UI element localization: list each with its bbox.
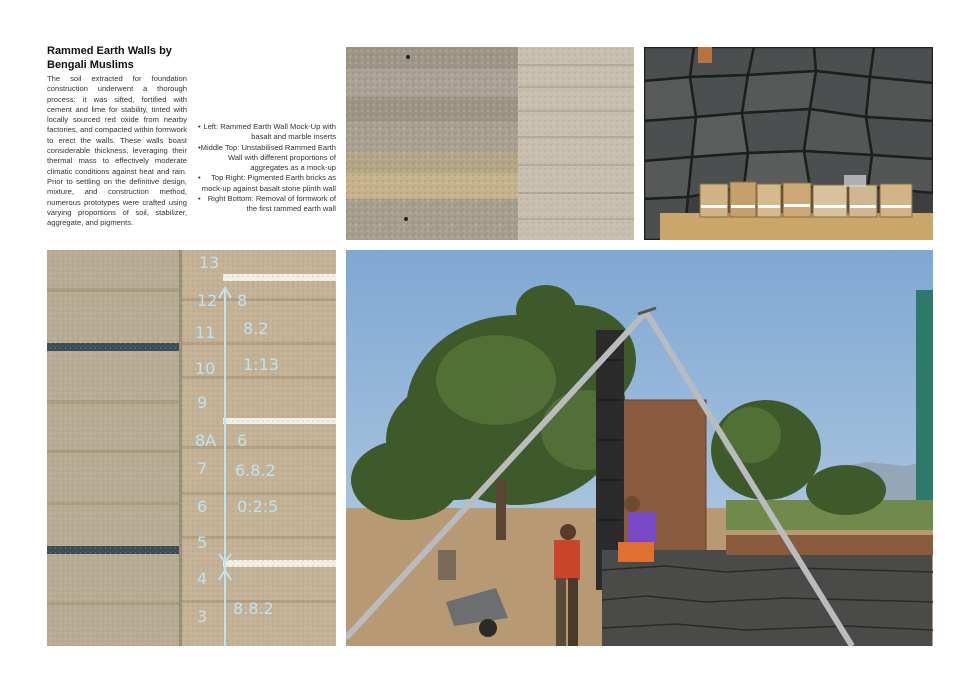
bullet-icon: • xyxy=(198,173,201,183)
caption-item xyxy=(200,143,336,174)
chalk-mark: 5 xyxy=(197,533,208,552)
chalk-mark: 6 xyxy=(197,497,208,516)
chalk-mark: 8 xyxy=(237,291,248,310)
chalk-mark: 6 xyxy=(237,431,248,450)
photo-pigmented-bricks xyxy=(644,47,933,240)
photo-rammed-earth-mockup xyxy=(47,250,336,646)
chalk-mark: 8.8.2 xyxy=(233,599,274,618)
chalk-mark: 9 xyxy=(197,393,208,412)
chalk-mark: 13 xyxy=(199,253,220,272)
caption-item xyxy=(200,173,336,194)
caption-text: Top Right: Pigmented Earth bricks as mock-up against basalt stone plinth wall xyxy=(201,173,336,193)
chalk-mark: 4 xyxy=(197,569,208,588)
chalk-mark: 8.2 xyxy=(243,319,269,338)
chalk-mark: 0:2:5 xyxy=(237,497,279,516)
caption-text: Left: Rammed Earth Wall Mock-Up with basalt and marble inserts xyxy=(203,122,336,142)
body-paragraph: The soil extracted for foundation construction underwent a thorough process: it was sifted, fortified with cement and lime for stability, tinted with locally sourced red oxide from nearby factories, and compacted within formwork to erect the walls. These walls boast considerable thickness, leveraging their thermal mass to effectively moderate climatic conditions against heat and rain. Prior to settling on the definitive design, mixture, and construction method, numerous prototypes were crafted using varying proportions of soil, stabilizer, aggregate, and pigments. xyxy=(47,74,187,228)
photo-formwork-removal xyxy=(346,250,933,646)
chalk-mark: 12 xyxy=(197,291,218,310)
caption-item xyxy=(200,122,336,143)
caption-item xyxy=(200,194,336,215)
chalk-mark: 6.8.2 xyxy=(235,461,276,480)
photo-unstabilised-wall xyxy=(346,47,634,240)
photo-captions-list xyxy=(200,122,336,215)
title-line-2: Bengali Muslims xyxy=(47,59,134,71)
caption-text: Right Bottom: Removal of formwork of the first rammed earth wall xyxy=(207,194,336,214)
bullet-icon: • xyxy=(198,122,201,131)
chalk-mark: 11 xyxy=(195,323,216,342)
chalk-mark: 7 xyxy=(197,459,208,478)
caption-text: Middle Top: Unstabilised Rammed Earth Wall with different proportions of aggregates as a mock-up xyxy=(200,142,336,173)
bullet-icon: • xyxy=(198,194,201,204)
chalk-mark: 10 xyxy=(195,359,216,378)
bullet-icon: • xyxy=(198,142,201,152)
chalk-mark: 1:13 xyxy=(243,355,279,374)
chalk-mark: 8A xyxy=(195,431,217,450)
title-line-1: Rammed Earth Walls by xyxy=(47,45,172,57)
chalk-mark: 3 xyxy=(197,607,208,626)
page-title xyxy=(47,44,197,72)
